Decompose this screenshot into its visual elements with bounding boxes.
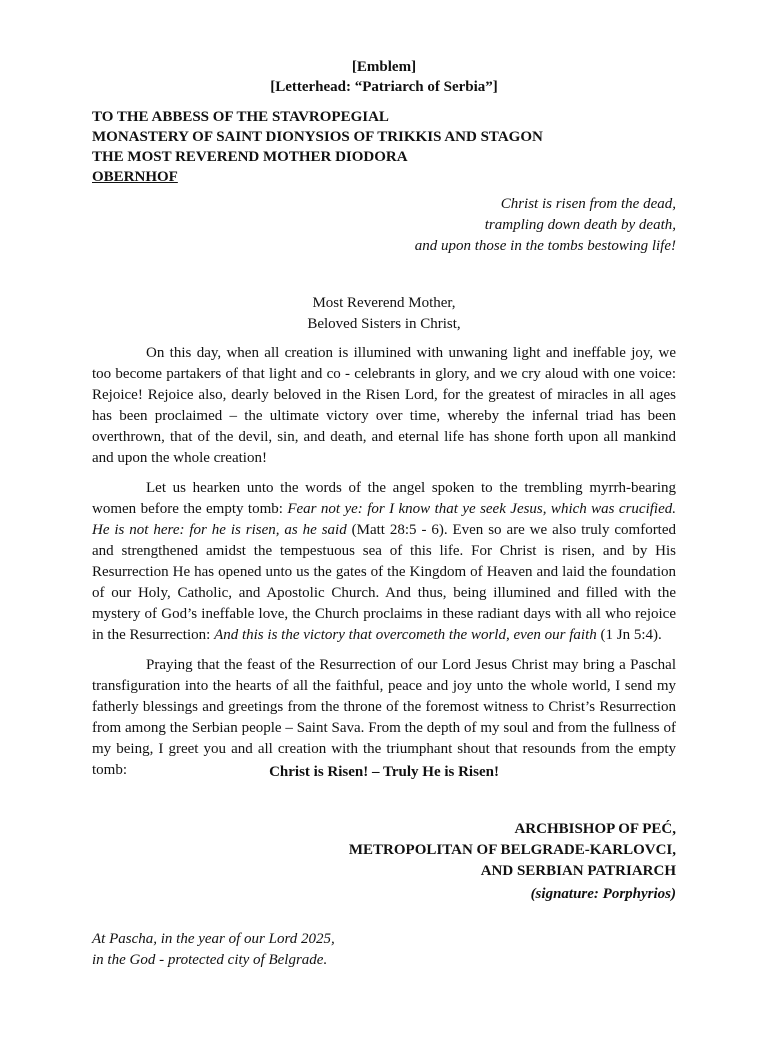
signature-line: METROPOLITAN OF BELGRADE-KARLOVCI, [348,842,676,858]
letter-header [0,57,768,97]
signature-titles [349,819,676,882]
body-paragraph-2 [92,478,676,646]
address-line: MONASTERY OF SAINT DIONYSIOS OF TRIKKIS AND STAGON [92,129,543,145]
paragraph-text: (1 Jn 5:4). [596,627,662,643]
letter-body [92,343,676,790]
salutation-line: Beloved Sisters in Christ, [307,316,461,332]
emblem-placeholder: [Emblem] [351,59,417,75]
scripture-quote: And this is the victory that overcometh the world, even our faith [214,627,597,643]
body-paragraph-3: Praying that the feast of the Resurrection of our Lord Jesus Christ may bring a Paschal transfiguration into the hearts of all the faithful, peace and joy unto the whole world, I send my fatherly blessings and greetings from the throne of the foremost witness to Christ’s Resurrection from among the Serbian people – Saint Sava. From the depth of my soul and from the fullness of my being, I greet you and all creation with the triumphant shout that resounds from the empty tomb: [92,657,676,778]
body-paragraph-1: On this day, when all creation is illumined with unwaning light and ineffable joy, we too become partakers of that light and co - celebrants in glory, and we cry aloud with one voice: Rejoice! Rejoice also, dearly beloved in the Risen Lord, for the greatest of miracles in all ages has been proclaimed – the ultimate victory over time, whereby the infernal triad has been overthrown, that of the devil, sin, and death, and eternal life has shone forth upon all mankind and upon the whole creation! [92,345,676,466]
address-line: TO THE ABBESS OF THE STAVROPEGIAL [92,109,389,125]
dateline-line: At Pascha, in the year of our Lord 2025, [92,931,335,947]
address-line: THE MOST REVEREND MOTHER DIODORA [92,149,408,165]
dateline [92,929,335,971]
paschal-acclamation: Christ is Risen! – Truly He is Risen! [269,764,499,780]
signature-line: AND SERBIAN PATRIARCH [480,863,676,879]
address-location: OBERNHOF [92,169,178,185]
dateline-line: in the God - protected city of Belgrade. [92,952,328,968]
recipient-address [92,107,676,187]
signature-line: ARCHBISHOP OF PEĆ, [514,821,676,837]
troparion-line: Christ is risen from the dead, [500,196,676,212]
scripture-quote: Fear not ye: for I know that ye seek Jesus, which was crucified. He is not here: for he is risen, as he said [92,501,676,538]
paragraph-text: Let us hearken unto the words of the angel spoken to the trembling myrrh-bearing women before the empty tomb: [92,480,676,517]
troparion-line: trampling down death by death, [484,217,676,233]
paragraph-text: (Matt 28:5 - 6). Even so are we also truly comforted and strengthened amidst the tempestuous sea of this life. For Christ is risen, and by His Resurrection He has opened unto us the gates of the Kingdom of Heaven and laid the foundation of our Holy, Catholic, and Apostolic Church. And thus, being illumined and filled with the mystery of God’s ineffable love, the Church proclaims in these radiant days with all who rejoice in the Resurrection: [92,522,677,643]
paschal-troparion [415,194,676,257]
signature-note: (signature: Porphyrios) [530,886,676,902]
letterhead-placeholder: [Letterhead: “Patriarch of Serbia”] [270,79,498,95]
salutation [0,293,768,335]
salutation-line: Most Reverend Mother, [312,295,456,311]
troparion-line: and upon those in the tombs bestowing life! [414,238,676,254]
